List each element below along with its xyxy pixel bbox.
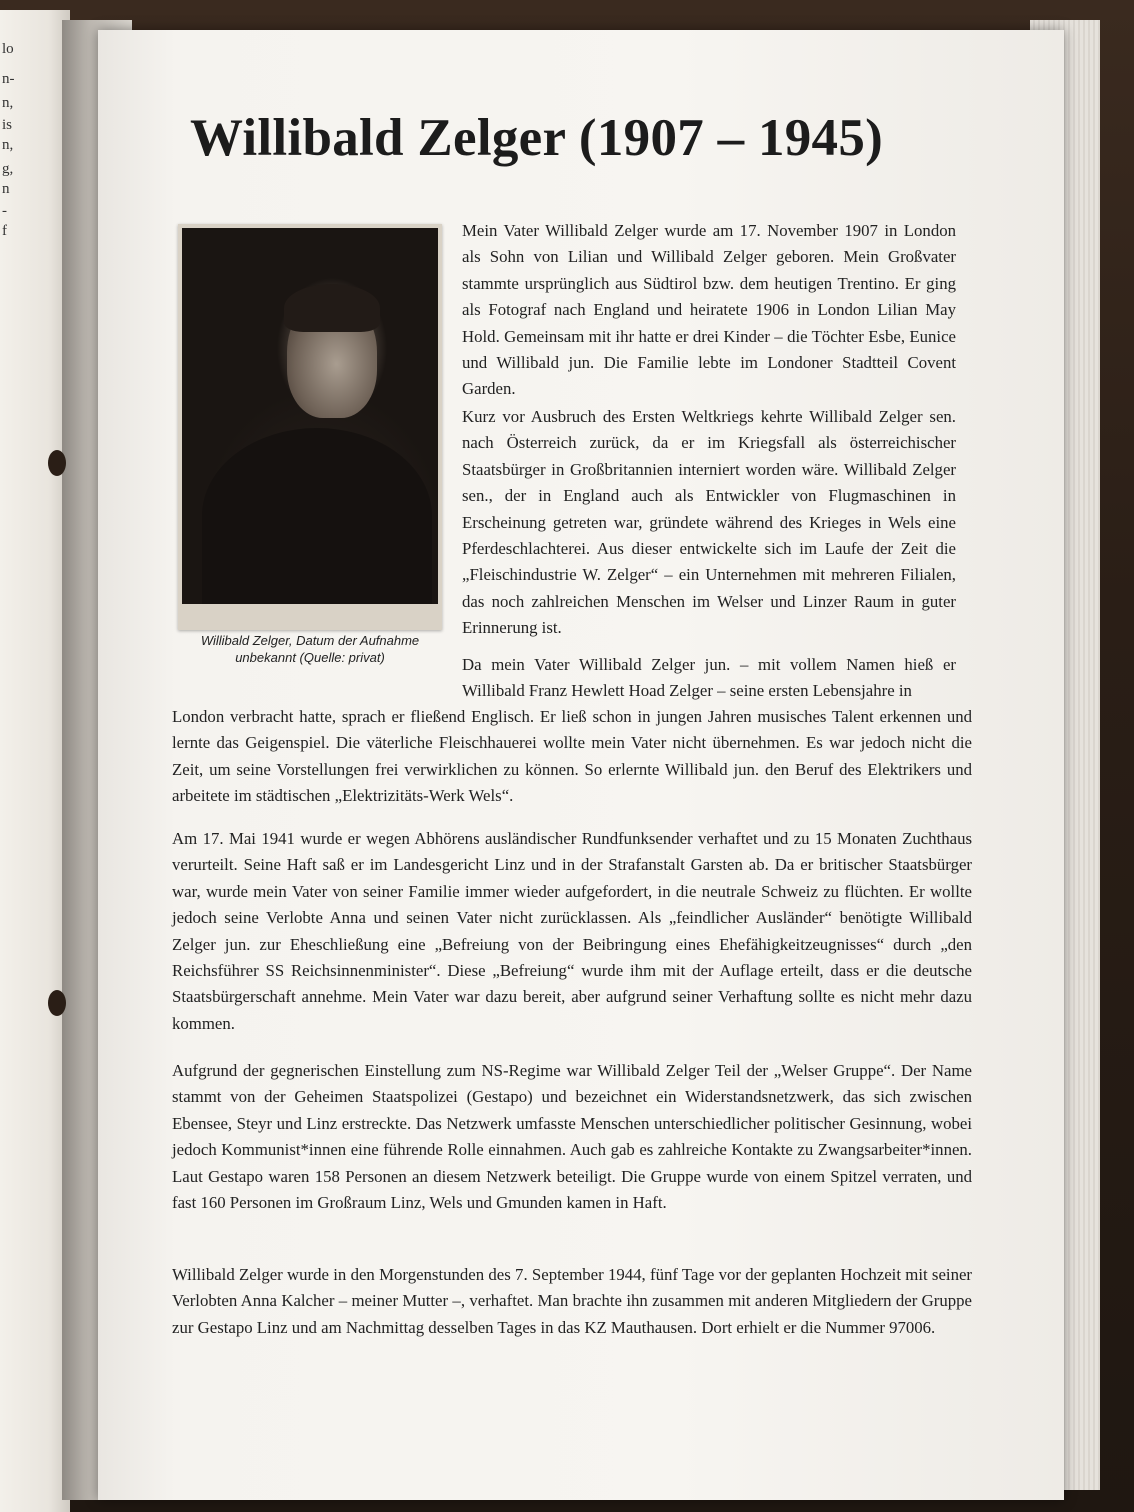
paragraph: London verbracht hatte, sprach er fließend Englisch. Er ließ schon in jungen Jahren musisches Talent erkennen und lernte das Geigenspiel. Die väterliche Fleischhauerei wollte mein Vater nicht übernehmen. Es war jedoch nicht die Zeit, um seine Vorstellungen frei verwirklichen zu können. So erlernte Willibald jun. den Beruf des Elektrikers und arbeitete im städtischen „Elektrizitäts-Werk Wels“. bbox=[172, 707, 972, 806]
left-page-fragment: n, bbox=[2, 95, 14, 111]
left-page-fragment: g, bbox=[2, 161, 14, 177]
paragraph: Aufgrund der gegnerischen Einstellung zum NS-Regime war Willibald Zelger Teil der „Welser Gruppe“. Der Name stammt von der Geheimen Staatspolizei (Gestapo) und bezeichnet ein Widerstandsnetzwerk, das sich zwischen Ebensee, Steyr und Linz erstreckte. Das Netzwerk umfasste Menschen unterschiedlicher politischer Gesinnung, wobei jedoch Kommunist*innen eine führende Rolle einnahmen. Auch gab es zahlreiche Kontakte zu Zwangsarbeiter*innen. Laut Gestapo waren 158 Personen an diesem Netzwerk beteiligt. Die Gruppe wurde von einem Spitzel verraten, und fast 160 Personen im Großraum Linz, Wels und Gmunden kamen in Haft. bbox=[172, 1061, 972, 1213]
book-page bbox=[98, 30, 1064, 1500]
left-page-fragment: - bbox=[2, 203, 7, 219]
paragraph: Mein Vater Willibald Zelger wurde am 17. November 1907 in London als Sohn von Lilian und Willibald Zelger geboren. Mein Großvater stammte ursprünglich aus Südtirol bzw. dem heutigen Trentino. Er ging als Fotograf nach England und heiratete 1906 in London Lilian May Hold. Gemeinsam mit ihr hatte er drei Kinder – die Töchter Esbe, Eunice und Willibald jun. Die Familie lebte im Londoner Stadtteil Covent Garden. bbox=[462, 221, 956, 399]
page-title: Willibald Zelger (1907 – 1945) bbox=[190, 109, 884, 167]
portrait-hair bbox=[284, 284, 380, 332]
paragraph: Am 17. Mai 1941 wurde er wegen Abhörens ausländischer Rundfunksender verhaftet und zu 15 Monaten Zuchthaus verurteilt. Seine Haft saß er im Landesgericht Linz und in der Strafanstalt Garsten ab. Da er britischer Staatsbürger war, wurde mein Vater von seiner Familie immer wieder aufgefordert, in die neutrale Schweiz zu flüchten. Er wollte jedoch seine Verlobte Anna und seinen Vater nicht zurücklassen. Als „feindlicher Ausländer“ benötigte Willibald Zelger jun. zur Eheschließung eine „Befreiung von der Beibringung eines Ehefähigkeitzeugnisses“ durch „den Reichsführer SS Reichsinnenminister“. Diese „Befreiung“ wurde ihm mit der Auflage erteilt, dass er die deutsche Staatsbürgerschaft annehme. Mein Vater war dazu bereit, aber aufgrund seiner Verhaftung sollte es nicht mehr dazu kommen. bbox=[172, 829, 972, 1033]
binder-hole bbox=[48, 450, 66, 476]
left-page-fragment: n, bbox=[2, 137, 14, 153]
portrait-photo bbox=[178, 224, 442, 630]
photo-caption: Willibald Zelger, Datum der Aufnahme unbekannt (Quelle: privat) bbox=[200, 633, 420, 665]
left-page-fragment: n- bbox=[2, 71, 15, 87]
paragraph: Willibald Zelger wurde in den Morgenstunden des 7. September 1944, fünf Tage vor der geplanten Hochzeit mit seiner Verlobten Anna Kalcher – meiner Mutter –, verhaftet. Man brachte ihn zusammen mit anderen Mitgliedern der Gruppe zur Gestapo Linz und am Nachmittag desselben Tages in das KZ Mauthausen. Dort erhielt er die Nummer 97006. bbox=[172, 1265, 972, 1337]
left-page-fragment: f bbox=[2, 223, 7, 239]
paragraph: Da mein Vater Willibald Zelger jun. – mit vollem Namen hieß er Willibald Franz Hewlett Hoad Zelger – seine ersten Lebensjahre in bbox=[462, 655, 956, 701]
left-page-fragment: lo bbox=[2, 41, 14, 57]
left-page-edge bbox=[0, 10, 70, 1512]
portrait-image bbox=[182, 228, 438, 604]
binder-hole bbox=[48, 990, 66, 1016]
left-page-fragment: is bbox=[2, 117, 13, 133]
left-page-fragment: n bbox=[2, 181, 10, 197]
paragraph: Kurz vor Ausbruch des Ersten Weltkriegs kehrte Willibald Zelger sen. nach Österreich zurück, da er im Kriegsfall als österreichischer Staatsbürger in Großbritannien interniert worden wäre. Willibald Zelger sen., der in England auch als Entwickler von Flugmaschinen in Erscheinung getreten war, gründete während des Krieges in Wels eine Pferdeschlachterei. Aus dieser entwickelte sich im Laufe der Zeit die „Fleischindustrie W. Zelger“ – ein Unternehmen mit mehreren Filialen, das noch zahlreichen Menschen im Welser und Linzer Raum in guter Erinnerung ist. bbox=[462, 407, 956, 638]
portrait-shoulders bbox=[202, 428, 432, 604]
